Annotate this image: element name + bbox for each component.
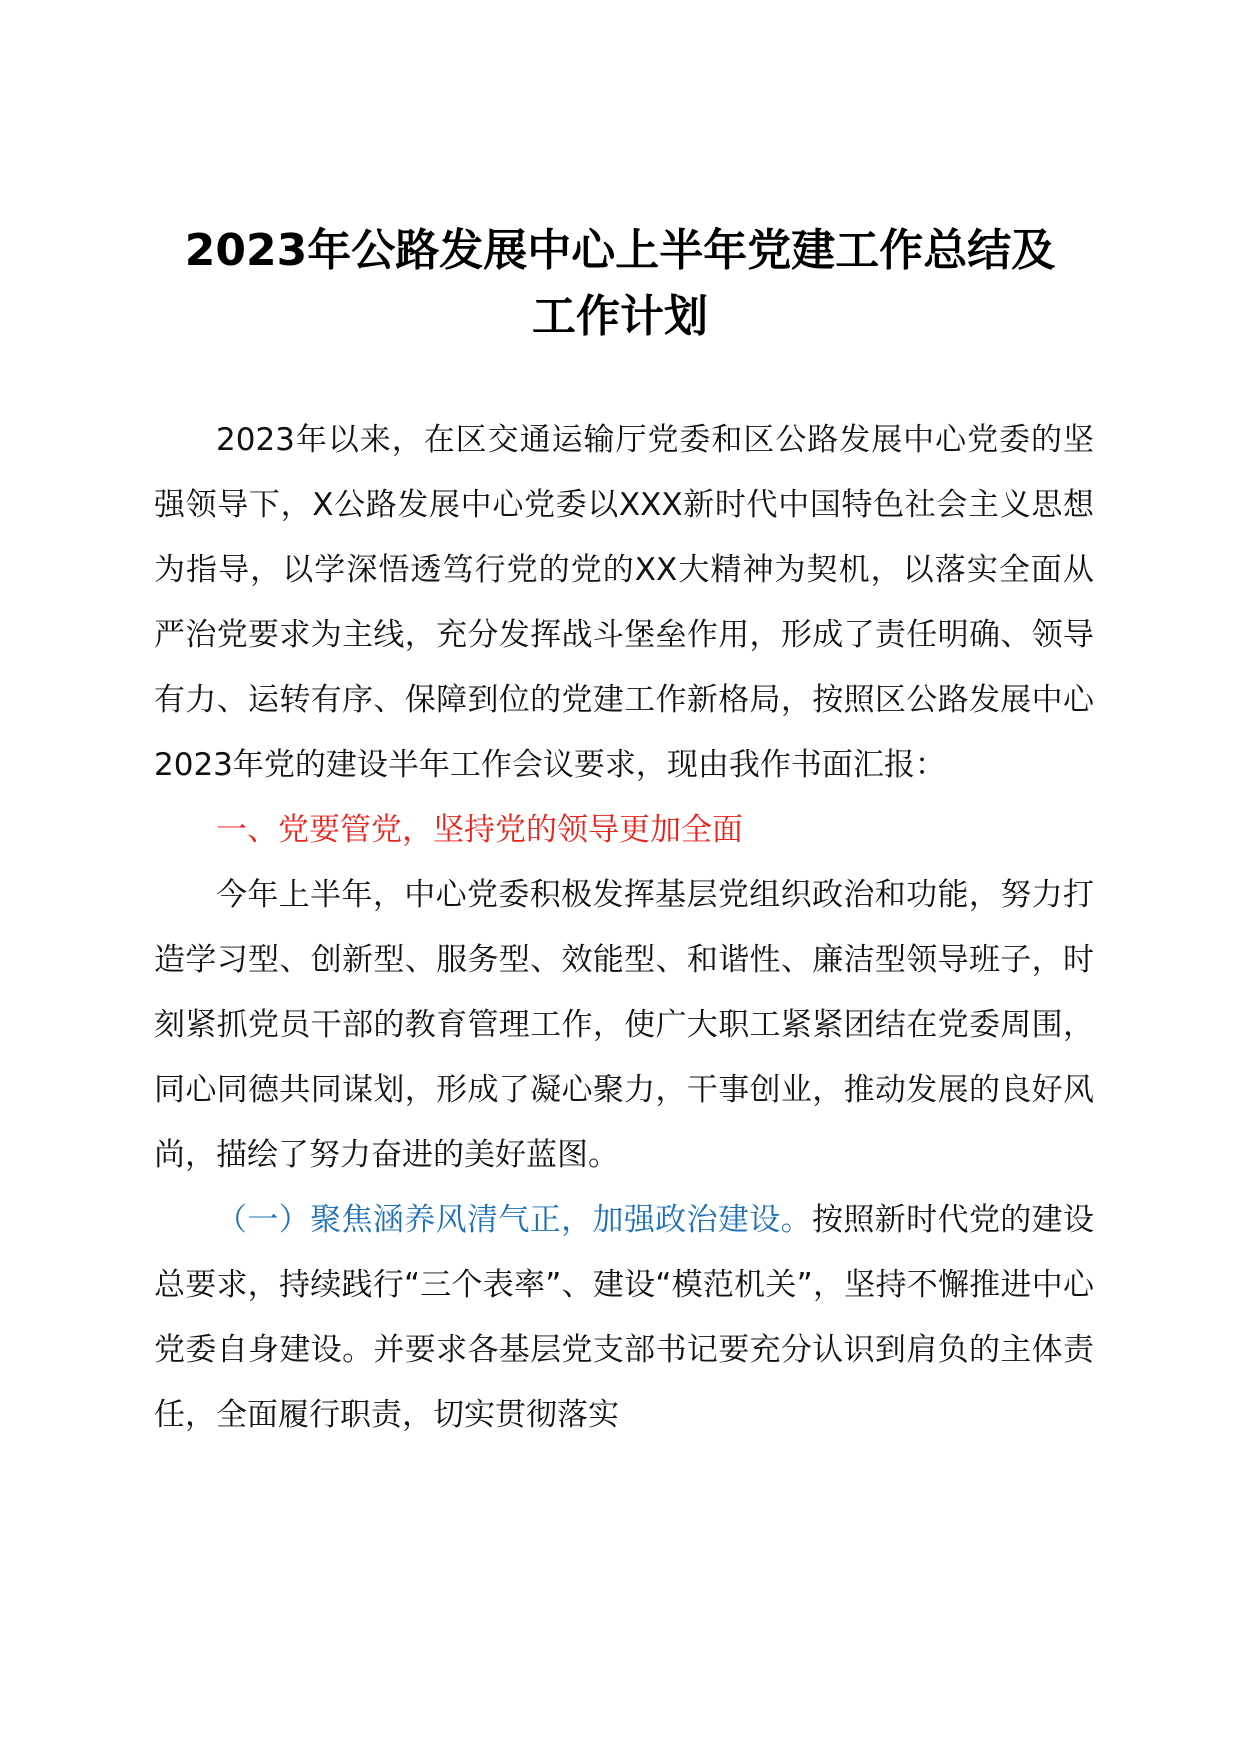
section-1-paragraph: 今年上半年，中心党委积极发挥基层党组织政治和功能，努力打造学习型、创新型、服务型、效能型、和谐性、廉洁型领导班子，时刻紧抓党员干部的教育管理工作，使广大职工紧紧团结在党委周围，同心同德共同谋划，形成了凝心聚力，干事创业，推动发展的良好风尚，描绘了努力奋进的美好蓝图。 (154, 877, 1094, 1173)
subsection-1-text: 按照新时代党的建设总要求，持续践行“三个表率”、建设“模范机关”，坚持不懈推进中心党委自身建设。并要求各基层党支部书记要充分认识到肩负的主体责任，全面履行职责，切实贯彻落实 (154, 1202, 1095, 1433)
subsection-heading-1: （一）聚焦涵养风清气正，加强政治建设。 (216, 1202, 813, 1238)
title-line-1: 2023年公路发展中心上半年党建工作总结及 (184, 225, 1056, 276)
document-body (154, 408, 1094, 1448)
title-line-2: 工作计划 (532, 291, 708, 342)
section-heading-1: 一、党要管党，坚持党的领导更加全面 (216, 812, 743, 848)
intro-paragraph: 2023年以来，在区交通运输厅党委和区公路发展中心党委的坚强领导下，X公路发展中心党委以XXX新时代中国特色社会主义思想为指导，以学深悟透笃行党的党的XX大精神为契机，以落实全面从严治党要求为主线，充分发挥战斗堡垒作用，形成了责任明确、领导有力、运转有序、保障到位的党建工作新格局，按照区公路发展中心2023年党的建设半年工作会议要求，现由我作书面汇报： (154, 422, 1094, 783)
document-title (150, 218, 1090, 350)
subsection-1-paragraph (154, 1188, 1094, 1448)
